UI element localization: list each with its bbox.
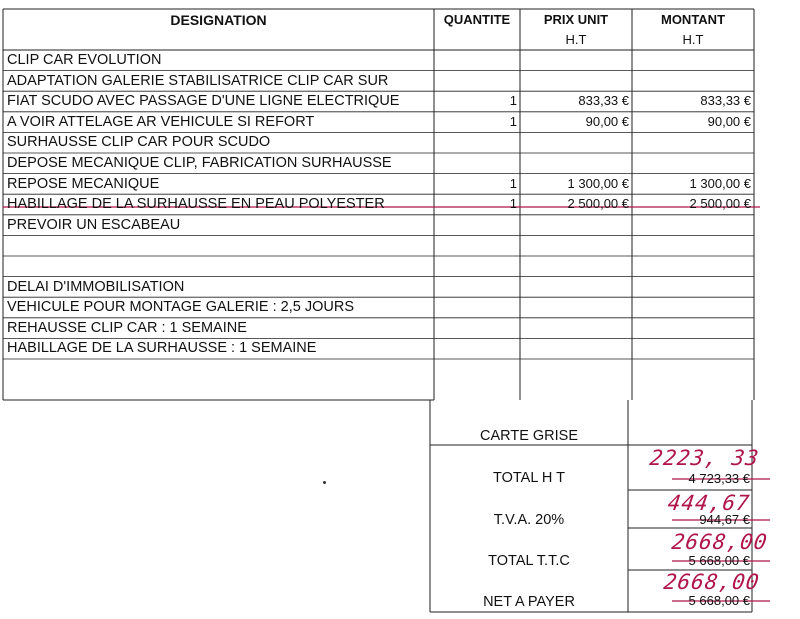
row-designation: REHAUSSE CLIP CAR : 1 SEMAINE (7, 319, 247, 336)
row-designation: ADAPTATION GALERIE STABILISATRICE CLIP CAR SUR (7, 72, 389, 89)
tva-crossed: 944,67 € (699, 512, 750, 527)
row-quantity: 1 (509, 196, 517, 212)
row-quantity: 1 (509, 113, 517, 129)
row-amount: 2 500,00 € (689, 196, 751, 212)
header-quantite: QUANTITE (443, 12, 511, 27)
carte-grise-label: CARTE GRISE (479, 428, 579, 444)
row-unit-price: 2 500,00 € (567, 196, 629, 212)
header-prix-unit: PRIX UNIT (543, 12, 609, 27)
header-montant: MONTANT (660, 12, 726, 27)
row-designation: SURHAUSSE CLIP CAR POUR SCUDO (7, 134, 271, 151)
row-quantity: 1 (509, 175, 517, 191)
row-unit-price: 90,00 € (585, 113, 629, 129)
row-designation: VEHICULE POUR MONTAGE GALERIE : 2,5 JOURS (7, 299, 355, 316)
tva-label: T.V.A. 20% (493, 512, 565, 528)
row-amount: 90,00 € (707, 113, 751, 129)
row-designation: REPOSE MECANIQUE (7, 175, 160, 192)
total-ht-handwritten: 2223, 33 (648, 446, 761, 470)
row-designation: HABILLAGE DE LA SURHAUSSE : 1 SEMAINE (7, 340, 317, 357)
header-montant-sub: H.T (682, 32, 704, 47)
row-designation: PREVOIR UN ESCABEAU (7, 216, 181, 233)
net-a-payer-crossed: 5 668,00 € (688, 593, 750, 608)
total-ht-label: TOTAL H T (493, 470, 565, 486)
total-ttc-label: TOTAL T.T.C (488, 553, 570, 569)
row-designation: DEPOSE MECANIQUE CLIP, FABRICATION SURHAUSSE (7, 155, 392, 171)
header-designation: DESIGNATION (170, 12, 267, 28)
row-quantity: 1 (509, 93, 517, 109)
total-ht-crossed: 4 723,33 € (688, 471, 750, 486)
scan-speck (323, 481, 326, 484)
row-unit-price: 1 300,00 € (567, 175, 629, 191)
net-a-payer-handwritten: 2668,00 (662, 570, 762, 594)
row-amount: 833,33 € (700, 93, 751, 109)
row-designation: HABILLAGE DE LA SURHAUSSE EN PEAU POLYESTER (7, 196, 385, 213)
total-ttc-handwritten: 2668,00 (670, 530, 770, 554)
row-designation: DELAI D'IMMOBILISATION (7, 278, 185, 295)
row-designation: A VOIR ATTELAGE AR VEHICULE SI REFORT (7, 113, 315, 130)
row-designation: FIAT SCUDO AVEC PASSAGE D'UNE LIGNE ELECTRIQUE (7, 93, 400, 110)
row-designation: CLIP CAR EVOLUTION (7, 52, 162, 68)
row-amount: 1 300,00 € (689, 175, 751, 191)
total-ttc-crossed: 5 668,00 € (688, 553, 750, 568)
tva-handwritten: 444,67 (666, 491, 752, 515)
row-unit-price: 833,33 € (578, 93, 629, 109)
net-a-payer-label: NET A PAYER (483, 594, 575, 610)
header-prix-unit-sub: H.T (565, 32, 587, 47)
